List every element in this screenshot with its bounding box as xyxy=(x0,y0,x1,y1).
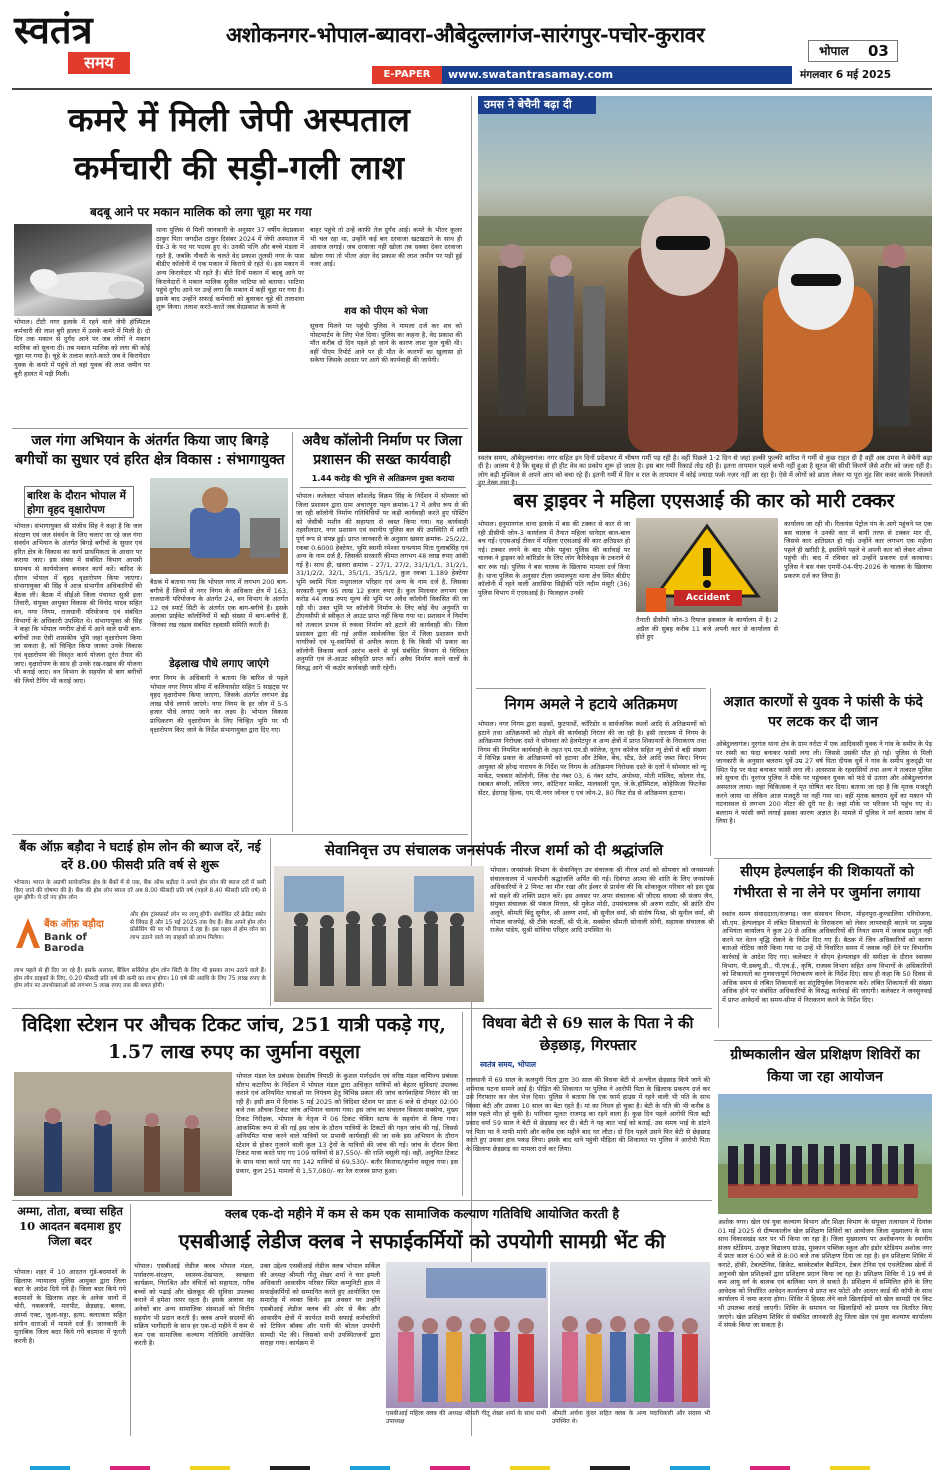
bob-logo xyxy=(16,912,126,958)
divider xyxy=(12,834,468,835)
cm-helpline-headline: सीएम हेल्पलाईन की शिकायतों को गंभीरता से ना लेने पर जुर्माना लगाया xyxy=(733,864,921,901)
column-divider xyxy=(130,1204,131,1436)
epaper-label: E-PAPER xyxy=(372,66,442,84)
divider xyxy=(714,1040,932,1041)
logo-bottom-text: समय xyxy=(68,52,130,74)
bob-body3: लाभ पहले से ही दिए जा रहे हैं। इसके अलावा, बैंकिंग सर्विसेज़ होम लोन सिटी के लिए भी इसका लाभ उठाने वाले हैं। होम लोन ग्राहकों के लिए, 0.20 फीसदी प्रति वर्ष की कमी का लाभ होगा। 10 वर्ष की अवधि के लिए 75 लाख रुपए के होम लोन पर उपभोक्ताओं को लगभग 5 लाख रुपए तक की बचत होगी। xyxy=(14,968,266,990)
vidhwa-headline: विधवा बेटी से 69 साल के पिता ने की छेड़छाड़, गिरफ्तार xyxy=(482,1014,694,1054)
sbi-col1: भोपाल। एसबीआई लेडीज क्लब भोपाल मंडल, पर्यावरण-संरक्षण, स्वास्थ्य-देखभाल, स्वच्छता कार्यक्रम, निराश्रित और वंचितों को सहायता, गरीब बच्चों को पढ़ाई और खेलकूद की सुविधा उपलब्ध कराने में हमेशा तत्पर रहता है। इसके अलावा यह अनेकों बार अन्य सामाजिक संस्थाओं को वित्तीय सहयोग भी प्रदान करती है। क्लब अपने सदस्यों की सक्रिय भागीदारी के साथ हर एक-दो महीने में कम से कम एक सामाजिक कल्याण गतिविधि आयोजित करती है। xyxy=(134,1262,254,1348)
lead-col2: थाना पुलिस से मिली जानकारी के अनुसार 37 वर्षीय वेदप्रकाश ठाकुर पिता जगदीश ठाकुर दिसंबर 2024 में जेपी अस्पताल में ग्रेड-3 के पद पर पदस्थ हुए थे। उनकी पत्नि और बच्चे मंडला में रहते है, जबकि नौकरी के चलते वेद प्रकाश तुलसी नगर के पास बीडीए कॉलोनी में एक मकान में किराये से रहते थे। इस मकान में अन्य किरायेदार भी रहते हैं। बीते दिनों मकान में बदबू आने पर किरायेदारों ने मकान मालिक सुनील भाटिया को बताया। भाटिया पहुंचे दुर्गंध आने पर उन्हें लगा कि मकान में कहीं चूहा मर गया है। इसके बाद उन्होंने सफाई कर्मचारी को बुलाकर चूहे की तलाशना शुरू किया। तलाश करते-करते जब वेदप्रकाश के कमरे के xyxy=(156,226,304,312)
divider xyxy=(12,428,468,429)
vidhwa-body: राजधानी में 69 साल के कलयुगी पिता द्वारा 30 साल की विधवा बेटी से अश्लील छेड़छाड़ किये जाने की शर्मनाक घटना सामने आई है। पीड़ित की शिकायत पर पुलिस ने आरोपी पिता के खिलाफ प्रकरण दर्ज कर उसे गिरफ्तार कर जेल भेज दिया। पुलिस ने बताया कि एक फार्म हाउस में रहने वाली भी पति के साथ विधवा बेटी और उसका 10 साल का बेटा रहते हैं। मां का निधन हो चुका है। बेटी के पति की भी करीब 8 साल पहले मौत हो चुकी है। पारिवार मूलतः राजगढ़ का रहने वाला है। कुछ दिन पहले आरोपी पिता बद्री प्रसाद वर्मा 59 साल ने बेटी से छेड़छाड़ कर दी। बेटी ने यह बात भाई को बताई, उस समय भाई के डांटने पर पिता पर ने माफी मांगी और करीब एक महीने बाद घर लौटा। दो दिन पहले उसने फिर बेटी से छेड़छाड़ करते हुए उसका हाथ पकड़ लिया। इसके बाद थाने पहुंची पीड़िता की शिकायत पर पुलिस ने आरोपी पिता के खिलाफ छेड़छाड़ का मामला दर्ज कर लिया। xyxy=(466,1076,710,1153)
covered-body-illustration xyxy=(14,224,152,316)
jal-ganga-subhead: बारिश के दौरान भोपाल में होगा वृहद वृक्षारोपण xyxy=(24,486,134,518)
vidisha-body: भोपाल मंडल रेल प्रबंधक देवाशीष त्रिपाठी के कुशल मार्गदर्शन एवं वरिष्ठ मंडल वाणिज्य प्रबंधक सौरभ कटारिया के निर्देशन में भोपाल मंडल द्वारा अधिकृत यात्रियों को बेहतर सुविधाएं उपलब्ध कराने एवं अनियमित यात्राओं पर नियंत्रण हेतु विभिन्न प्रकार की जांच कार्यवाहियां निरंतर की जा रही हैं। इसी क्रम में दिनांक 5 मई 2025 को विदिशा स्टेशन पर प्रातः 6 बजे से दोपहर 02:00 बजे तक औचक टिकट जांच अभियान चलाया गया। इस जांच का संचालन विकास सक्सेना, मुख्य टिकट निरीक्षक, भोपाल के नेतृत्व में 06 टिकट चेकिंग स्टाफ के सहयोग से किया गया। आकस्मिक रूप से की गई इस जांच के दौरान यात्रियों के टिकटों की गहन जांच की गई, जिससे अनियमित यात्रा करने वाले यात्रियों पर प्रभावी कार्यवाही की जा सके इस अभियान के दौरान स्टेशन से होकर गुजरने वाली कुल 13 ट्रेनों के यात्रियों की जांच की गई। जांच के दौरान बिना टिकट यात्रा करते पाए गए 109 यात्रियों से 87,550/- की राशि वसूली गई। वहीं, अनुचित टिकट के साथ यात्रा करते पाए गए 142 यात्रियों से 69,530/- बतौर किराया/जुर्माना वसूला गया। इस प्रकार, कुल 251 मामलों से 1,57,080/- का रेल राजस्व प्राप्त हुआ। xyxy=(236,1072,458,1175)
bob-logo-english: Bank of Baroda xyxy=(44,932,87,954)
heat-photo xyxy=(478,96,932,452)
jal-ganga-col2-subhead: डेढ़लाख पौधे लगाए जाएंगे xyxy=(169,658,269,670)
nigam-headline: निगम अमले ने हटाये अतिक्रमण xyxy=(504,695,678,713)
divider xyxy=(476,484,932,485)
jal-ganga-col1: भोपाल। संभागायुक्त श्री संजीव सिंह ने कहा है कि जल संरक्षण एवं जल संवर्धन के लिए चलाए जा रहे जल गंगा संवर्धन अभियान के अंतर्गत बिगड़े बगीचों के सुधार एवं हरित क्षेत्र के विकास का कार्य प्राथमिकता के आधार पर कराया जाए। इस संबंध में संबंधित विभाग आपसी समन्वय से कार्ययोजना बनाकर कार्य करें। बारिश के दौरान भोपाल में वृहद वृक्षारोपण किया जाएगा। संभागायुक्त श्री सिंह ने आज संभागीय अधिकारियों की बैठक ली। बैठक में सीईओ जिला पंचायत सुश्री इला तिवारी, संयुक्त आयुक्त विकास श्री विनोद यादव सहित वन, नगर निगम, राजधानी परियोजना एवं संबंधित विभागों के अधिकारी उपस्थित थे। संभागायुक्त श्री सिंह ने कहा कि भोपाल नगरीय क्षेत्रों में आने वाले सभी बाग-बगीचों तथा ऐसी शासकीय भूमि जहां वृक्षारोपण किया जा सकता है, को चिन्हित किया जाकर उनके विकास एवं वृक्षारोपण की विस्तृत कार्य योजना तुरंत तैयार की जाए। वृक्षारोपण के साथ ही उनके रख-रखाव की योजना भी बनाई जाए। वन विभाग के सहयोग से बाग बगीचों की जियो टैगिंग भी कराई जाए। xyxy=(14,522,142,685)
page-number: 03 xyxy=(868,42,889,60)
column-divider xyxy=(710,688,711,856)
lead-subhead: बदबू आने पर मकान मालिक को लगा चूहा मर गया xyxy=(90,205,312,219)
heat-photo-caption: स्वतंत्र समय, औबेदुल्लागंज। नगर सहित इन दिनों प्रदेशभर में भीषण गर्मी पड़ रही है। वहीं पिछले 1-2 दिन से जहां हल्की फुल्की बारिश ने गर्मी से कुछ राहत दी है वहीं अब उमस ने बेचैनी बढ़ा दी है। आलम ये है कि सुबह से ही हीट वेव का प्रकोप शुरू हो जाता है। इस बार गर्मी रिकार्ड तोड़ रही है। इतना तापमान पहले कभी नहीं हुआ है सूरज की सीधी किरणें जैसे शरीर को जला रहीं है। लोग बड़ी मुश्किल से अपने आप को बचा रहे हैं। इतनी गर्मी में दिन व रात के तापमान में कोई ज्यादा फर्क नज़र नहीं आ रहा है। ऐसे में लोगों को छाता लेकर या पूरा मुंह सिर कवर करके निकलते xyxy=(478,454,932,479)
sbi-headline: एसबीआई लेडीज क्लब ने सफाईकर्मियों को उपयोगी सामग्री भेंट की xyxy=(178,1229,666,1253)
column-divider xyxy=(718,858,719,1028)
bob-body2: और होम ट्रांसफ़र्स्ट लोन पर लागू होंगी। संशोधित दरें क्रेडिट स्कोर से लिंक्ड हैं और 15 मई 2025 तक वैध हैं। बैंक अपने होम लोन प्रॉसेसिंग फी पर भी रियायत दे रहा है। इस पहल से होम लोन का लाभ उठाने वाले नए ग्राहकों को लाभ मिलेगा। xyxy=(130,912,266,941)
summer-camp-body: अशोक नगर। खेल एवं युवा कल्याण विभाग और शिक्षा विभाग के संयुक्त तत्वाधान में दिनांक 01 मई 2025 से ग्रीष्मकालीन खेल प्रशिक्षण शिविरों का आयोजन जिला मुख्यालय के साथ साथ विकासखंड स्तर पर भी किया जा रहा है। जिला मुख्यालय पर अशोकनगर के स्थानीय संजय स्टेडियम, उत्कृष्ट विद्यालय ग्राउंड, मुस्कान पब्लिक स्कूल और इंडोर स्टेडियम अशोक नगर में प्रातः काल 6:00 बजे से 8:00 बजे तक प्रशिक्षण दिया जा रहा है। इन प्रशिक्षण शिविर में कराटे, हॉकी, टेबलटेनिस, क्रिकेट, बास्केटबॉल बैडमिंटन, टेबल टेनिस एवं एथलेटिक्स खेलों में अनुभवी खेल प्रशिक्षकों द्वारा प्रशिक्षण प्रदान किया जा रहा है। प्रशिक्षण शिविर में 19 वर्ष से कम आयु वर्ग के बालक एवं बालिका भाग ले सकते हैं। प्रशिक्षण में सम्मिलित होने के लिए आवेदक को निर्धारित आवेदन कार्यालय से प्राप्त कर फोटो और आधार कार्ड की कॉपी के साथ कार्यालय में जमा करना होगा। शिविर में हिस्सा लेने वाले खिलाड़ियों को खेल सामग्री एवं किट भी उपलब्ध कराई जाएगी। शिविर के समापन पर खिलाड़ियों को प्रमाण पत्र वितरित किए जाएंगे। खेल प्रशिक्षण शिविर से संबंधित जानकारी हेतु जिला खेल एवं युवा कल्याण कार्यालय में संपर्क किया जा सकता है। xyxy=(718,1218,932,1330)
bob-headline: बैंक ऑफ़ बड़ौदा ने घटाई होम लोन की ब्याज दरें, नई दरें 8.00 फीसदी प्रति वर्ष से शुरू xyxy=(19,839,261,872)
bob-logo-hindi: बैंक ऑफ़ बड़ौदा xyxy=(44,919,104,930)
tribute-headline: सेवानिवृत्त उप संचालक जनसंपर्क नीरज शर्मा को दी श्रद्धांजलि xyxy=(324,841,664,859)
lead-headline-1: कमरे में मिली जेपी अस्पताल xyxy=(68,100,410,139)
colony-headline: अवैध कॉलोनी निर्माण पर जिला प्रशासन की सख्त कार्यवाही xyxy=(302,433,462,468)
print-registration-bar xyxy=(0,1456,945,1462)
column-divider xyxy=(270,838,271,1006)
summer-camp-headline: ग्रीष्मकालीन खेल प्रशिक्षण शिविरों का किया जा रहा आयोजन xyxy=(730,1047,920,1085)
colony-body: भोपाल। कलेक्टर भोपाल कौशलेंद्र विक्रम सिंह के निर्देशन में सोमवार को जिला प्रशासन द्वारा ग्राम अचारपुरा पहन क्रमांक-17 में अवैध रूप से की जा रही कॉलोनी निर्माण गतिविधियों पर कड़ी कार्यवाही करते हुए पोस्टिंग को जेसीबी मशीन की सहायता से ध्वस्त किया गया। यह कार्यवाही तहसीलदार, नगर प्रशासन एवं स्थानीय पुलिस बल की उपस्थिति में शांति पूर्ण रूप से संपन्न हुई। प्राप्त जानकारी के अनुसार खसरा क्रमांक- 25/2/2, रकबा 0.6000 हेक्टेयर, भूमि स्वामी रमेश्वर घनश्याम पिता गुलाबसिंह एवं अन्य के नाम दर्ज है, जिसकी सरकारी कीमत लगभग 48 लाख रुपए आंकी गई है। साथ ही, खसरा क्रमांक - 27/1, 27/2, 31/1/1/1, 31/2/1, 31/1/2/2, 32/1, 35/1/1, 35/1/2, कुल रकबा 1.189 हेक्टेयर भूमि स्वामि पिता मथुरालाल परिहार एवं अन्य के नाम दर्ज है, जिसका सरकारी मूल्य 95 लाख 12 हजार रुपए है। कुल मिलाकर लगभग एक करोड़ 44 लाख रुपए मूल्य की भूमि पर अवैध कॉलोनी विकसित की जा रही थी। उक्त भूमि पर कॉलोनी निर्माण के लिए कोई वैध अनुमति या टीएनसीपी से स्वीकृत ले आउट प्राप्त नहीं किया गया था। प्रशासन ने निर्माण को तत्काल प्रभाव से रुकवा निर्माण को हटाने की कार्यवाही की। जिला प्रशासन द्वारा की गई अपील सार्वजनिक हित में जिला प्रशासन सभी नागरिकों एवं भू-स्वामियों से अपील करता है कि किसी भी प्रकार का कॉलोनी विकास कार्य आरंभ करने से पूर्व संबंधित विभाग से विधिवत अनुमति एवं ले-आउट स्वीकृति प्राप्त करें। अवैध निर्माण करने वालों के विरुद्ध आगे भी कठोर कार्यवाही जारी रहेगी। xyxy=(296,492,468,672)
bus-col2: तैनाती डीसीपी जोन-3 रियाज इकबाल के कार्यालय में है। 2 अप्रैल की सुबह करीब 11 बजे अपनी कार से कार्यालय से होते हुए xyxy=(636,616,778,642)
registration-marks xyxy=(0,1465,945,1471)
sbi-club-illustration xyxy=(386,1262,710,1408)
divider xyxy=(12,1008,712,1009)
logo-top-text: स्वतंत्र xyxy=(14,7,93,52)
sports-camp-illustration xyxy=(718,1094,932,1214)
lead-col3b: सूचना मिलने पर पहुंची पुलिस ने मामला दर्ज कर शव को पोस्टमार्टम के लिए भेज दिया। पुलिस का कहना है, वेद प्रकाश की मौत करीब दो दिन पहले हो जाने के कारण लाश फूल चुकी थी। वहीं पीएम रिपोर्ट आने पर ही मौत के कारणों का खुलासा हो सकेगा जिसके आधार पर आगे की कार्यवाही की जायेगी। xyxy=(310,322,462,365)
jal-ganga-col2b: नगर निगम के अधिकारी ने बताया कि बारिश से पहले भोपाल नगर निगम सीमा में कलियासोत सहित 5 साइट्स पर वृहद वृक्षारोपण किया जाएगा, जिसके अंतर्गत लगभग डेढ़ लाख पौधे लगाये जाएंगे। नगर निगम के हर जोन में 5-5 हजार पौधे लगाए जाने का लक्ष्य है। भोपाल विकास प्राधिकरण की वृक्षारोपण के लिए चिन्हित भूमि पर भी वृक्षारोपण किए जाने के निर्देश संभागायुक्त द्वारा दिए गए। xyxy=(150,674,288,734)
meeting-illustration xyxy=(150,478,288,574)
edition-label: भोपाल xyxy=(808,40,898,62)
vidisha-headline: विदिशा स्टेशन पर औचक टिकट जांच, 251 यात्री पकड़े गए, 1.57 लाख रुपए का जुर्माना वसूला xyxy=(22,1014,446,1063)
sbi-kicker: क्लब एक-दो महीने में कम से कम एक सामाजिक कल्याण गतिविधि आयोजित करती है xyxy=(225,1206,619,1221)
sbi-caption-2: श्रीमती अर्चना कुंदर सहित क्लब के अन्य पदाधिकारी और सदस्य भी उपस्थित थे। xyxy=(552,1410,710,1425)
heat-crowd-illustration xyxy=(478,96,932,452)
bus-col3: कार्यालय जा रही थी। रिलायंस पेट्रोल पंप के आगे पहुंचने पर एक बस चालक ने उनकी कार में बायीं तरफ से टक्कर मार दी, जिससे कार क्षतिग्रस्त हो गई। उन्होंने कार लगभग एक महीना पहले ही खरीदी है, इसलिये पहले वे अपनी कार को लेकर शोरूम पहुंची थी। बाद में रविवार को उन्होंने प्रकरण दर्ज करवाया। पुलिस ने बस नंबर एमपी-04-पीए-2026 के चालक के खिलाफ प्रकरण दर्ज कर लिया है। xyxy=(784,520,932,580)
bus-col1: भोपाल। हनुमानगंज थाना इलाके में बस की टक्कर से कार से जा रही डीसीपी जोन-3 कार्यालय में तैनात महिला थानेदार बाल-बाल बच गई। एएसआई टीकर में महिला एएसआई की कार क्षतिग्रस्त हो गई। टक्कर लगने के बाद मौके पहुंचा पुलिस की कार्रवाई पर चालक ने ड्राइवर को कॉरिडोर के लिए लोग कैरिकेड्स के टकराने से बार रुक गई। पुलिस ने बस चालक के खिलाफ मामला दर्ज किया है। थाना पुलिस के अनुसार टीला जमालपुरा थाना क्षेत्र स्थित बीडीए कॉलोनी में रहने वाली आरसिया सिद्दीकी पति नदीम मंसूरी (36) पुलिस विभाग में एएसआई है। फिलहाल उनकी xyxy=(478,520,630,597)
divider xyxy=(714,858,932,859)
suicide-body: ओबेदुल्लागंज। नूरगंज थाना क्षेत्र के ग्राम नरोटा में एक आदिवासी युवक ने गांव के समीप के पेड़ पर रस्सी का फंदा बनाकर फांसी लगा ली। जिससे उसकी मौत हो गई। पुलिस से मिली जानकारी के अनुसार बलराम धुर्वे उम्र 27 वर्ष पिता दीपक धुर्वे ने गांव के समीप कुरुदृढ़ी पर स्थित पेड़ पर फंदा बनाकर फांसी लगा ली। आसपास के रहवासियों तथा अन्य ने तत्काल पुलिस को सूचना दी। नूरगंज पुलिस ने मौके पर पहुंचकर युवक को फंदे से उतारा और ओबेदुल्लागंज अस्पताल लाया। जहां चिकित्सक ने मृत घोषित कर दिया। बताया जा रहा है कि मृतक मजदूरी करने जाया था लेकिन आज मजदूरी पर नहीं गया था। वहीं मृतक बलराम धुर्वे का मकान भी घटनास्थल से लगभग 200 मीटर की दूरी पर है। जहां मौके पर परिजन भी पहुंच गए थे। बलराम ने फांसी क्यों लगाई इसका कारण अज्ञात है। मामले में पुलिस ने मर्ग कायम जांच में लिया है। xyxy=(716,740,932,826)
column-divider xyxy=(292,432,293,832)
masthead-logo xyxy=(14,7,144,82)
suicide-headline: अज्ञात कारणों से युवक ने फांसी के फंदे पर लटक कर दी जान xyxy=(723,694,923,730)
sbi-caption-1: एसबीआई महिला क्लब की अध्यक्ष श्रीमती गीतू शेखर शर्मा के साथ सभी उपाध्यक्ष xyxy=(386,1410,546,1425)
accident-photo xyxy=(636,518,778,612)
lead-col1: भोपाल। टीटी नगर इलाके में रहने वाले जेपी हॉस्पिटल कर्मचारी की लाश बुरी हालत में उसके कमरे में मिली है। दो दिन तक मकान से दुर्गंध आने पर जब लोगों ने मकान मालिक को सूचना दी। तब मकान मालिक को लगा की कोई चूहा मर गया है। चूहे के तलाश करते-करते जब वे किरायेदार युवक के कमरे में पहुंचे तो वहां युवक की लाश जमीन पर बुरी हालत में पड़ी मिली। xyxy=(14,318,150,378)
vidisha-photo xyxy=(14,1072,232,1196)
jal-ganga-headline: जल गंगा अभियान के अंतर्गत किया जाए बिगड़े बगीचों का सुधार एवं हरित क्षेत्र विकास : संभागायुक्त xyxy=(15,433,285,468)
masthead-divider xyxy=(12,88,932,90)
lead-headline-2: कर्मचारी की सड़ी-गली लाश xyxy=(73,148,405,187)
lead-col3: बाहर पहुंचे तो उन्हें काफी तेज दुर्गंध आई। कमरे के भीतर कूलर भी चल रहा था, उन्होंने कई बार दरवाजा खटखटाने के साथ ही आवाज लगाई। जब दरवाजा नहीं खोला तब धक्का देकर दरवाजा खोला गया तो भीतर अंदर वेद प्रकाश की लाश जमीन पर पड़ी हुई नजर आई। xyxy=(310,226,462,269)
gang-headline: अम्मा, तोता, बच्चा सहित 10 आदतन बदमाश हुए जिला बदर xyxy=(17,1204,123,1248)
heat-photo-tag: उमस ने बेचैनी बढ़ा दी xyxy=(478,96,596,114)
nigam-body: भोपाल। नगर निगम द्वारा सड़कों, फुटपाथों, कॉरिडोर व सार्वजनिक स्थलों आदि से अतिक्रमणों को हटाने तथा अतिक्रमणों को तोड़ने की कार्यवाही निरंतर की जा रही है। इसी तारतम्य में निगम के अतिक्रमण निरोधक दस्ते ने सोमवार को हेलमेटपुर व अन्य क्षेत्रों में प्राप्त शिकायतों के निराकरण तथा निगम की नियमित कार्यवाही के तहत एम.एम.डी कॉलेज, नूतन कॉलेज सहित न्यू क्षेत्रों से बड़ी संख्या में विभिन्न प्रकार के अतिक्रमणों को हटाया और टेबिल, बेंच, स्टैंड, ठेले आदि जब्त किए। निगम आयुक्त श्री हरेन्द्र नारायन के निर्देश पर निगम के अतिक्रमण निरोधक दस्ते के दलों ने सोमवार को न्यू मार्केट, पत्रकार कॉलोनी, लिंक रोड नंबर 03, 6 नंबर स्टॉप, अयोध्या, मोती मस्जिद, कोलार रोड, रबाबत बंगली, ललिता नगर, कॉटिनार मार्केट, मालवाली पुल, जे.के.हॉस्पिटल, कोहेफिजा फिटनेस सेंटर, ईदगाह हिल्स, एम.पी.नगर जोनल ए एवं जोन-2, 80 फिट रोड से अतिक्रमण हटाया। xyxy=(478,720,706,797)
gang-body: भोपाल। शहर में 10 आदतन गुंडे-बदमाशों के खिलाफ न्यायालय पुलिस आयुक्त द्वारा जिला बदर के आदेश दिये गये हैं। जिला बदर किये गये बदमाशों के खिलाफ शहर के अनेक थानों में चोरी, नकबजनी, मारपीट, छेड़छाड़, बलवा, आर्म्स एक्ट, जुआ-सट्टा, हत्या, बलात्कार सहित संगीन धाराओं में मामले दर्ज हैं। जानकारी के मुताबिक जिला बदर किये गये बदमाश में फूरती करनी है। xyxy=(14,1268,126,1345)
column-divider xyxy=(462,1012,463,1196)
bus-headline: बस ड्राइवर ने महिला एएसआई की कार को मारी टक्कर xyxy=(513,490,895,512)
tribute-body: भोपाल। जनसंपर्क विभाग के सेवानिवृत्त उप संचालक श्री नीरज शर्मा को सोमवार को जनसम्पर्क संचालनालय में भावभीनी श्रद्धांजलि अर्पित की गई। दिवंगत आत्मा की शांति के लिए जनसंपर्क अधिकारियों ने 2 मिनट का मौन रखा और ईश्वर से प्रार्थना की कि शोकाकुल परिवार को इस दुख को सहने की शक्ति प्रदान करें। इस अवसर पर अपर संचालक श्री जीएस वाधवा श्री संजय जैन, संयुक्त संचालक श्री पंकज मित्तल, श्री मुकेश मोदी, उपसंचालक श्री अरुण राठौर, श्री क्रांति दीप अलूने, श्रीमती बिंदु सुनील, श्री अरुण शर्मा, श्री सुनील वर्मा, श्री संतोष मिश्रा, श्री सुनील वर्मा, श्री गोपाल वाजपेई, श्री टीके चटर्जी, श्री पी.के. सक्सेना श्रीमती सोनाली सोनी, सहायक संचालक श्री राजेश पांडेय, सुश्री सोनिया परिहार आदि उपस्थित थे। xyxy=(490,866,714,935)
lead-col3-subhead: शव को पीएम को भेजा xyxy=(344,306,428,317)
bob-logo-icon xyxy=(16,918,40,948)
vidhwa-byline: स्वतंत्र समय, भोपाल xyxy=(480,1060,536,1069)
colony-subhead: 1.44 करोड़ की भूमि से अतिक्रमण मुक्त कराया xyxy=(300,474,466,488)
accident-label: Accident xyxy=(674,590,742,606)
vidisha-body-top xyxy=(236,1072,458,1196)
jal-ganga-col2: बैठक में बताया गया कि भोपाल नगर में लगभग 200 बाग-बगीचे हैं जिनमें से नगर निगम के अधिकार क्षेत्र में 163, राजधानी परियोजना के अंतर्गत 24, वन विभाग के अंतर्गत 12 एवं स्मार्ट सिटी के अंतर्गत एक बाग-बगीचे है। इसके अलावा प्राईवेट कॉलोनियों में बड़ी संख्या में बाग-बगीचे हैं, जिनका रख रखाव संबंधित रहवासी समिति करती है। xyxy=(150,578,288,629)
tribute-photo xyxy=(274,866,484,1002)
divider xyxy=(12,1200,712,1201)
tribute-gathering-illustration xyxy=(274,866,484,1002)
summer-camp-photo xyxy=(718,1094,932,1214)
lead-photo xyxy=(14,224,152,316)
jal-ganga-photo xyxy=(150,478,288,574)
divider xyxy=(476,688,706,689)
ticket-check-illustration xyxy=(14,1072,232,1196)
site-url[interactable]: www.swatantrasamay.com xyxy=(448,68,614,81)
sbi-col2: उक्त उद्देश्य एसबीआई लेडीज क्लब भोपाल सर्किल की अध्यक्ष श्रीमती गीतू शेखर शर्मा ने चार इमली अधिकारी आवासीय परिसर स्थित कम्युनिटी हाल में सफाईकर्मियों को सम्मानित करते हुए आयोजित एक समारोह में व्यक्त किये। इस अवसर पर उन्होंने एसबीआई लेडीज क्लब की ओर से बैंक और आवासीय क्षेत्रों में कार्यरत सभी सफाई कर्मचारियों को टिफिन बॉक्स और पानी की बोतल उपयोगी सामग्री भेंट की। जिसको सभी उपस्थितजनों द्वारा सराहा गया। कार्यक्रम में xyxy=(260,1262,380,1348)
issue-date: मंगलवार 6 मई 2025 xyxy=(800,69,892,81)
sbi-photo xyxy=(386,1262,710,1408)
cm-helpline-body: स्वतंत्र समय संवाददाता/राजगढ़। जल संसाधन विभाग, मोहनपुरा-कुण्डालिया परियोजना, सी.एम. हेल्पलाइन में लंबित शिकायतों के निराकरण को लेकर लापरवाही बरतने पर प्रमुख अभियंता कार्यालय ने कुल 20 से अधिक अधिकारियों की नियत समय में जवाब प्रस्तुत नहीं करने पर वेतन वृद्धि रोकने के निर्देश दिए गए हैं। बैठक में जिन अधिकारियों को कारण बताओ नोटिस जारी किया गया था उन्हें भी निर्धारित समय में जवाब नहीं देने पर विभागीय कार्रवाई के आदेश दिए गए। कलेक्टर ने सीएम हेल्पलाइन की समीक्षा के दौरान स्वास्थ्य विभाग, पी.डब्ल्यू.डी., पी.एच.ई., कृषि, राजस्व विभाग सहित अन्य विभागों के अधिकारियों को शिकायतों का गुणवत्तापूर्ण निराकरण करने के निर्देश दिए। साथ ही कहा कि 50 दिवस से अधिक समय से लंबित शिकायतों का संतुष्टिपूर्वक निराकरण करें। लंबित शिकायतों की संख्या अधिक होने पर संबंधित अधिकारियों के विरुद्ध कार्रवाई की जाएगी। कलेक्टर ने जनसुनवाई में प्राप्त आवेदनों का समय-सीमा में निराकरण करने के निर्देश दिए। xyxy=(722,910,932,1004)
bob-body1: भोपाल। भारत के अग्रणी सार्वजनिक क्षेत्र के बैंकों में से एक, बैंक ऑफ बड़ौदा ने अपने होम लोन की ब्याज दरों में कमी किए जाने की घोषणा की है। बैंक की होम लोन ब्याज दरें अब 8.00 फीसदी प्रति वर्ष (पहले 8.40 फीसदी प्रति वर्ष) से शुरू होंगी। ये दरें नए होम लोन xyxy=(14,880,266,902)
masthead-cities: अशोकनगर-भोपाल-ब्यावरा-औबेदुल्लागंज-सारंगपुर-पचोर-कुरावर xyxy=(226,22,705,47)
